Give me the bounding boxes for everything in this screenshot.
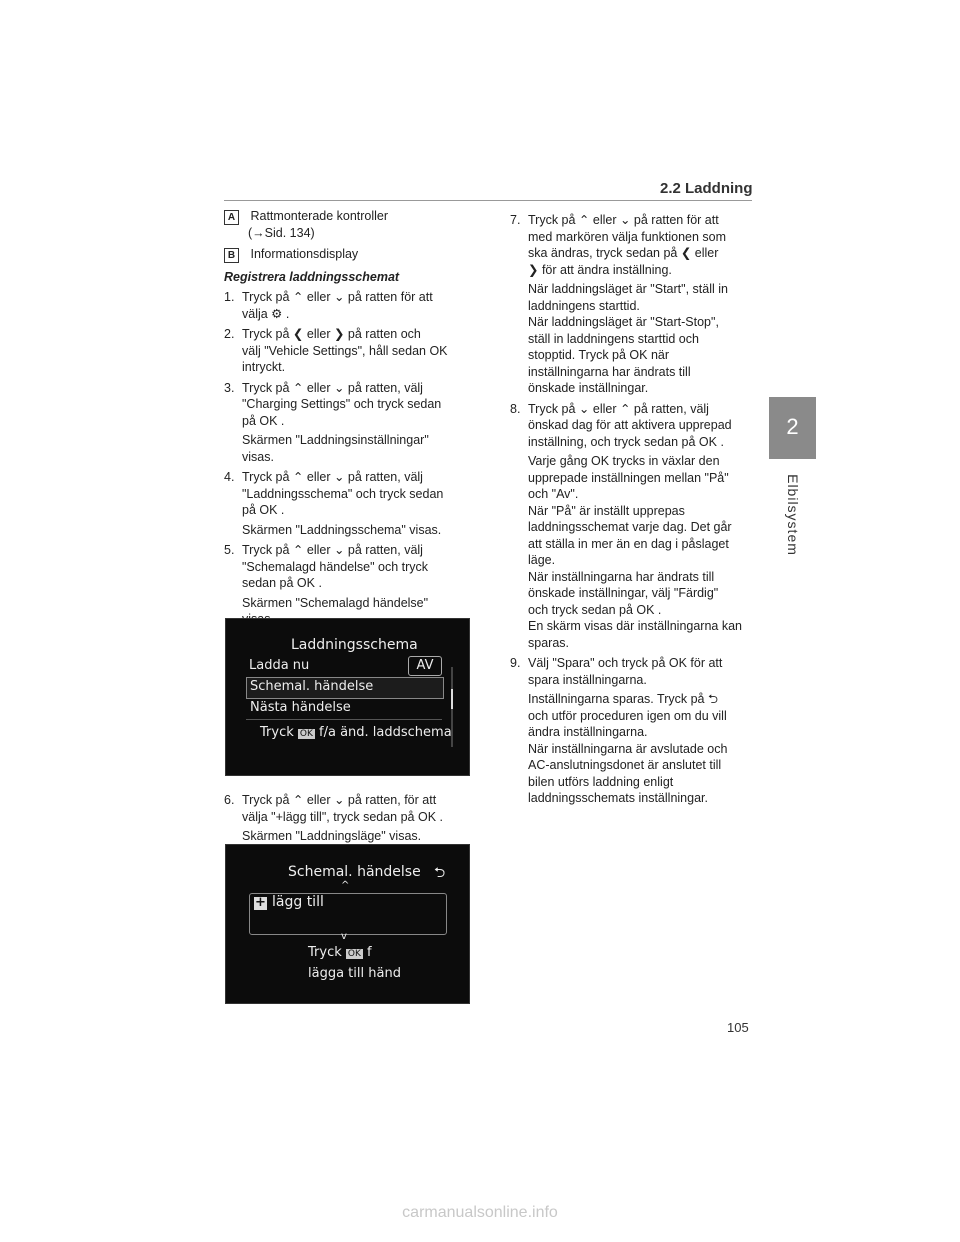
section-title: Registrera laddningsschemat: [224, 269, 400, 284]
step-line: "Laddningsschema" och tryck sedan: [242, 486, 444, 501]
step-line: "Charging Settings" och tryck sedan: [242, 397, 442, 411]
step-note-line: upprepade inställningen mellan "På": [528, 470, 729, 485]
step-note-line: När "På" är inställt upprepas: [528, 503, 685, 518]
step-item: [224, 469, 474, 538]
step-number: 8.: [510, 401, 521, 416]
step-note-line: inställningarna har ändrats till: [528, 364, 691, 379]
step-note-line: En skärm visas där inställningarna kan: [528, 619, 742, 633]
step-line: 2. Tryck på ❮ eller ❯ på ratten och: [224, 327, 421, 341]
step-item: [224, 289, 474, 322]
step-line: ❯ för att ändra inställning.: [528, 262, 672, 277]
page-number: 105: [727, 1020, 749, 1035]
chevron-down-icon: v: [341, 931, 347, 942]
step-note-line: och tryck sedan på OK .: [528, 602, 662, 617]
step-note-line: visas.: [242, 449, 274, 464]
step-number: 2.: [224, 327, 235, 341]
step-item: [510, 655, 755, 807]
step-note-line: Varje gång OK trycks in växlar den: [528, 454, 720, 468]
step-line: "Schemalagd händelse" och tryck: [242, 559, 429, 574]
step-number: 7.: [510, 213, 521, 227]
legend-a: A Rattmonterade kontroller: [224, 208, 474, 225]
screen1-row-schemal: Schemal. händelse: [250, 679, 374, 694]
step-number: 6.: [224, 793, 235, 807]
step-line: sedan på OK .: [242, 576, 322, 590]
step-line: intryckt.: [242, 360, 286, 374]
step-line: välja "+lägg till", tryck sedan på OK .: [242, 809, 443, 824]
screen1-scroll-thumb: [451, 689, 453, 709]
section-header: 2.2 Laddning: [660, 180, 753, 197]
screen1-badge-av: AV: [408, 656, 442, 676]
step-number: 5.: [224, 543, 235, 557]
step-note-line: och "Av".: [528, 487, 579, 501]
chapter-number: 2: [786, 414, 799, 439]
step-note-line: och utför proceduren igen om du vill: [528, 708, 727, 723]
screen2-item-label: lägg till: [272, 894, 324, 910]
screen1-row-nasta: Nästa händelse: [250, 700, 351, 715]
legend-b: B Informationsdisplay: [224, 246, 474, 263]
screen-schemal-handelse: [225, 844, 470, 1004]
step-note-line: När laddningsläget är "Start", ställ in: [528, 282, 728, 296]
step-item: [510, 401, 755, 652]
chevron-up-icon: ^: [341, 880, 350, 891]
step-line: inställning, och tryck sedan på OK .: [528, 434, 724, 449]
step-note-line: laddningens starttid.: [528, 298, 640, 313]
step-note-line: Skärmen "Laddningsschema" visas.: [242, 522, 442, 537]
screen2-title: Schemal. händelse: [288, 864, 421, 880]
step-line: med markören välja funktionen som: [528, 229, 727, 244]
step-line: 1. Tryck på ⌃ eller ⌄ på ratten för att: [224, 290, 433, 304]
step-line: 3. Tryck på ⌃ eller ⌄ på ratten, välj: [224, 380, 423, 395]
screen1-divider: [246, 719, 442, 720]
step-item: [510, 212, 755, 397]
plus-icon: +: [255, 895, 266, 910]
step-6: [224, 788, 474, 845]
step-line: 7. Tryck på ⌃ eller ⌄ på ratten för att: [510, 213, 719, 227]
header-divider: [224, 200, 752, 201]
step-number: 9.: [510, 656, 521, 670]
screen2-hint2: lägga till händ: [308, 966, 401, 981]
step-note-line: Skärmen "Laddningsläge" visas.: [242, 829, 422, 843]
step-note-line: att ställa in mer än en dag i påslaget: [528, 536, 729, 551]
right-steps: [510, 208, 755, 807]
step-note-line: När inställningarna har ändrats till: [528, 569, 715, 584]
step-note-line: När laddningsläget är "Start-Stop",: [528, 315, 719, 329]
step-item: [224, 326, 474, 376]
step-item: [224, 792, 474, 845]
step-line: spara inställningarna.: [528, 672, 647, 687]
step-item: [224, 542, 474, 628]
watermark: carmanualsonline.info: [402, 1204, 558, 1221]
step-line: 5. Tryck på ⌃ eller ⌄ på ratten, välj: [224, 543, 423, 557]
screen1-hint: Tryck OK f/a änd. laddschema: [260, 725, 452, 740]
step-line: på OK .: [242, 503, 285, 517]
step-line: välj "Vehicle Settings", håll sedan OK: [242, 343, 448, 358]
step-note-line: önskade inställningar.: [528, 381, 649, 395]
step-note-line: läge.: [528, 553, 556, 567]
step-number: 3.: [224, 380, 235, 395]
step-line: 4. Tryck på ⌃ eller ⌄ på ratten, välj: [224, 470, 423, 484]
step-line: välja ⚙ .: [242, 306, 290, 321]
step-note-line: ändra inställningarna.: [528, 725, 648, 739]
step-note-line: Skärmen "Schemalagd händelse": [242, 595, 429, 610]
step-line: 8. Tryck på ⌄ eller ⌃ på ratten, välj: [510, 401, 709, 416]
step-note-line: Inställningarna sparas. Tryck på ⮌: [528, 692, 718, 706]
back-icon: ⮌: [434, 865, 446, 881]
step-line: önskad dag för att aktivera upprepad: [528, 418, 732, 432]
step-note-line: laddningsschemats inställningar.: [528, 791, 708, 805]
step-note-line: stopptid. Tryck på OK när: [528, 348, 670, 362]
screen-laddningsschema: [225, 618, 470, 776]
step-note-line: laddningsschemat varje dag. Det går: [528, 520, 732, 534]
step-note-line: ställ in laddningens starttid och: [528, 331, 699, 346]
step-number: 4.: [224, 470, 235, 484]
step-note-line: När inställningarna är avslutade och: [528, 741, 728, 756]
step-line: ska ändras, tryck sedan på ❮ eller: [528, 246, 719, 260]
left-column: [224, 208, 474, 628]
screen1-row-ladda-nu: Ladda nu: [249, 658, 310, 673]
step-note-line: Skärmen "Laddningsinställningar": [242, 433, 429, 447]
screen2-hint: Tryck OK f: [308, 945, 372, 960]
step-note-line: sparas.: [528, 635, 569, 650]
step-item: [224, 380, 474, 466]
step-line: 9. Välj "Spara" och tryck på OK för att: [510, 656, 723, 670]
step-note-line: önskade inställningar, välj "Färdig": [528, 586, 719, 600]
step-note-line: AC-anslutningsdonet är anslutet till: [528, 758, 722, 772]
chapter-label: Elbilsystem: [784, 474, 801, 556]
step-line: 6. Tryck på ⌃ eller ⌄ på ratten, för att: [224, 793, 437, 807]
screen1-title: Laddningsschema: [291, 637, 418, 653]
legend-a-ref: (→Sid. 134): [248, 226, 315, 240]
step-number: 1.: [224, 290, 235, 304]
left-steps: [224, 289, 474, 628]
step-line: på OK .: [242, 413, 285, 428]
step-note-line: bilen utförs laddning enligt: [528, 774, 674, 789]
